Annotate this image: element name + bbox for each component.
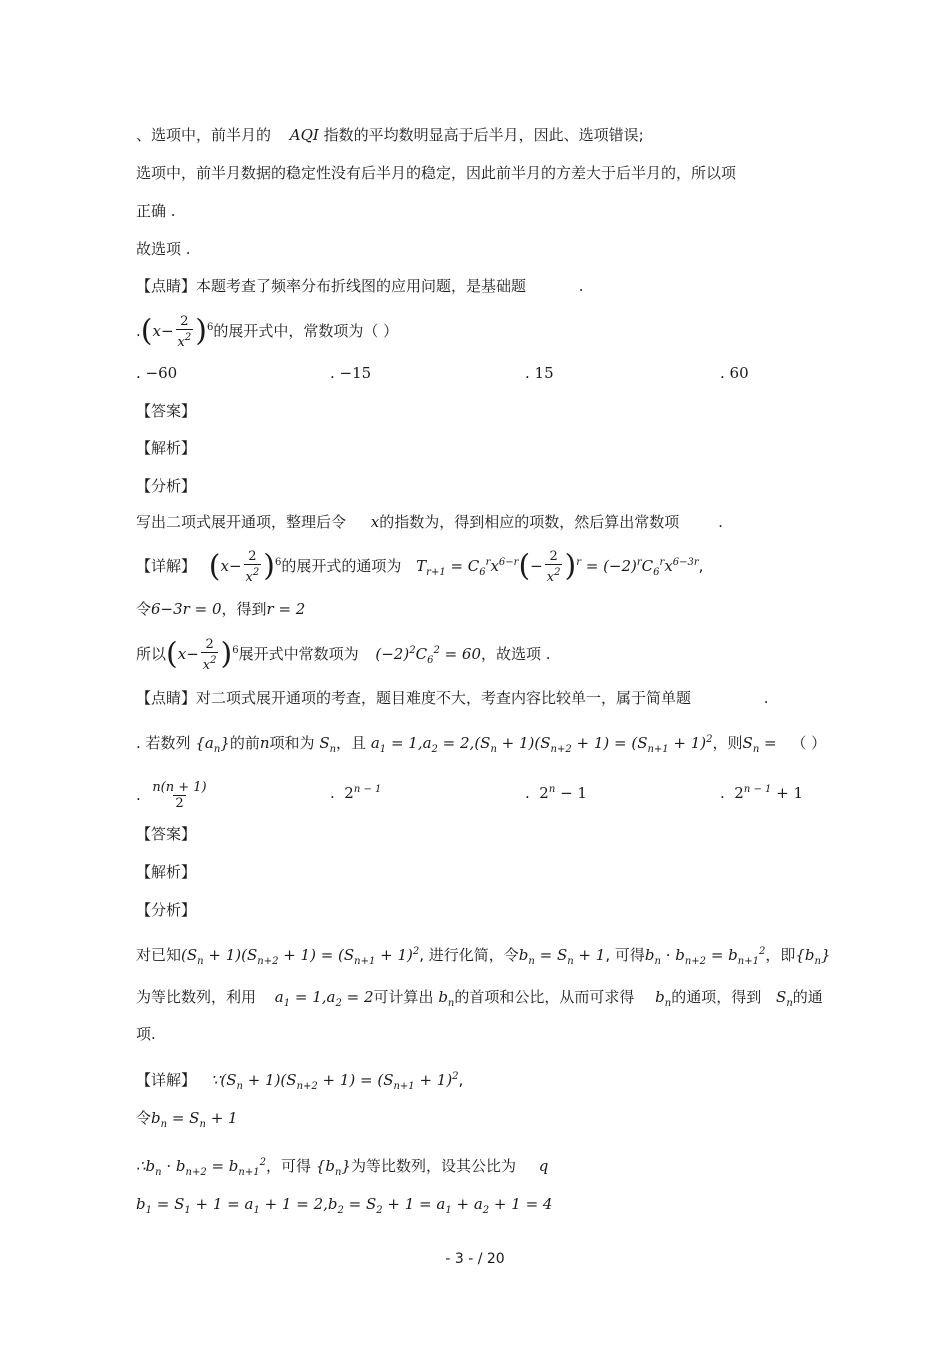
text-line-1 — [136, 125, 644, 145]
exponent: 6 — [206, 322, 214, 333]
left-paren: ( — [518, 548, 531, 584]
equation: $b_n = S_n + 1$ — [518, 946, 606, 967]
aqi-label: AQI — [289, 126, 319, 144]
option-b[interactable]: . −15 — [330, 364, 372, 382]
answer-heading-2: 【答案】 — [136, 825, 197, 843]
equation: r = 2 — [266, 600, 306, 618]
question-2-options — [136, 770, 816, 810]
text-segment: 为等比数列，设其公比为 — [350, 1157, 516, 1175]
left-paren: ( — [140, 313, 153, 349]
text-line-3: 正确 . — [136, 202, 176, 220]
detail-label: 【详解】 — [136, 557, 197, 575]
fenxi-text-2-line-2 — [136, 987, 823, 1014]
text-segment: ，且 — [336, 734, 367, 752]
sequence-bn: $\{b_n\}$ — [795, 946, 831, 967]
fraction: $\frac{2}{x^2}$ — [245, 548, 260, 585]
math-x: x− — [152, 322, 174, 340]
ling-line-1 — [136, 599, 305, 619]
right-paren: ) — [564, 548, 577, 584]
exponent: r — [576, 557, 581, 568]
math-sn: $S_n$ — [319, 734, 337, 755]
left-paren: ( — [208, 548, 221, 584]
math-x: x− — [220, 557, 242, 575]
analysis-heading-2: 【解析】 — [136, 863, 197, 881]
xiangjie-1: 【详解】 (x− $\frac{2}{x^2}$ )$^6$的展开式的通项为 $T_{r+1} = C_6^rx^{6-r}(-$ $\frac{2}{x^2}$ )$^r = (-2)^rC_6^rx^{6-3r}$, — [136, 548, 704, 585]
right-paren: ) — [220, 636, 233, 672]
right-paren: ) — [263, 548, 275, 584]
right-paren: ) — [195, 313, 207, 349]
equation: $a_1 = 1,a_2 = 2$ — [274, 988, 374, 1009]
question-1-options — [136, 363, 776, 383]
question-2 — [136, 730, 826, 760]
therefore-line — [136, 1153, 548, 1183]
fraction: $\frac{2}{x^2}$ — [546, 548, 561, 585]
math-q: q — [538, 1157, 549, 1175]
equation: $(S_n + 1)(S_{n+2} + 1) = (S_{n+1} + 1)^2$ — [181, 946, 420, 967]
text-segment: 项和为 — [269, 734, 315, 752]
analysis-heading-1: 【解析】 — [136, 439, 197, 457]
ling-line-2 — [136, 1108, 238, 1135]
equation: 6−3r = 0 — [151, 600, 222, 618]
equation: $b_n = S_n + 1$ — [151, 1109, 238, 1130]
text-segment: 展开式中常数项为 — [238, 645, 359, 663]
option-a[interactable]: . −60 — [136, 364, 178, 382]
text-segment: 的通项，得到 — [671, 988, 762, 1006]
question-1 — [136, 313, 398, 350]
text-segment: 为等比数列，利用 — [136, 988, 257, 1006]
math-x: x− — [177, 645, 199, 663]
text-line-4: 故选项 . — [136, 240, 191, 258]
exponent: 6 — [274, 557, 282, 568]
text-segment: 所以 — [136, 645, 167, 663]
exponent: 6 — [232, 645, 239, 656]
text-segment: 指数的平均数明显高于后半月，因此、选项错误; — [323, 126, 644, 144]
question-number: . — [136, 322, 141, 340]
sequence-an: $\{a_n\}$ — [195, 734, 230, 755]
text-segment: ，即 — [765, 946, 796, 964]
text-segment: （ ） — [791, 734, 827, 752]
question-text: 的展开式中，常数项为（ ） — [213, 322, 399, 340]
fraction: $\frac{2}{x^2}$ — [202, 636, 217, 673]
math-sn: $S_n$ — [776, 988, 793, 1009]
text-segment: 的前 — [229, 734, 260, 752]
text-segment: 写出二项式展开通项，整理后令 — [136, 513, 347, 531]
fenxi-text-1 — [136, 512, 723, 532]
text-line-2: 选项中，前半月数据的稳定性没有后半月的稳定，因此前半月的方差大于后半月的，所以项 — [136, 164, 737, 182]
text-segment: 的首项和公比，从而可求得 — [454, 988, 635, 1006]
xiangjie-2: 【详解】 $\because(S_n + 1)(S_{n+2} + 1) = (S_{n+1} + 1)^2$, — [136, 1071, 464, 1092]
text-segment: 的指数为，得到相应的项数，然后算出常数项 — [379, 513, 680, 531]
text-segment: 【点睛】本题考查了频率分布折线图的应用问题，是基础题 — [136, 277, 527, 295]
text-segment: 的展开式的通项为 — [281, 557, 402, 575]
text-segment: 可计算出 — [373, 988, 434, 1006]
math-n: n — [259, 734, 270, 752]
text-segment: 对已知 — [136, 946, 182, 964]
math-bn: $b_n$ — [438, 988, 455, 1009]
equation: $b_1 = S_1 + 1 = a_1 + 1 = 2,b_2 = S_2 + 1 = a_1 + a_2 + 1 = 4$ — [136, 1195, 553, 1216]
text-segment: ，则 — [712, 734, 743, 752]
text-segment: 令 — [136, 600, 152, 618]
text-segment: , 进行化简，令 — [419, 946, 519, 964]
math-bn: $b_n$ — [655, 988, 672, 1009]
answer-heading-1: 【答案】 — [136, 402, 197, 420]
general-term-formula: $T_{r+1} = C_6^rx^{6-r}$ — [416, 557, 519, 578]
formula-result: = $(-2)^rC_6^rx^{6-3r}$ — [580, 557, 699, 578]
equation: $b_n \cdot b_{n+2} = b_{n+1}^2$ — [644, 946, 766, 967]
text-segment: . — [578, 277, 584, 295]
fenxi-text-2-line-1 — [136, 942, 831, 972]
text-segment: 【点睛】对二项式展开通项的考查，题目难度不大，考查内容比较单一，属于简单题 — [136, 689, 692, 707]
b-values-line — [136, 1194, 552, 1221]
option-a[interactable]: . $\frac{n(n + 1)}{2}$ — [136, 780, 207, 811]
text-segment: . — [718, 513, 723, 531]
minus: − — [530, 557, 543, 575]
option-c[interactable]: . 15 — [525, 364, 554, 382]
text-segment: ，可得 — [265, 1157, 311, 1175]
sequence-bn: $\{b_n\}$ — [315, 1157, 351, 1178]
page-number: - 3 - / 20 — [445, 1251, 505, 1267]
text-segment: 的通 — [792, 988, 823, 1006]
text-segment: 、选项中，前半月的 — [136, 126, 272, 144]
left-paren: ( — [166, 636, 178, 672]
math-x: x — [370, 513, 380, 531]
text-segment: . — [763, 689, 769, 707]
fenxi-heading-2: 【分析】 — [136, 901, 197, 919]
option-b[interactable]: . $2^{n - 1}$ — [330, 784, 382, 802]
text-segment: ，故选项 . — [481, 645, 551, 663]
text-segment: , 可得 — [605, 946, 645, 964]
math-sn: $S_n$ = — [742, 734, 777, 755]
detail-label: 【详解】 — [136, 1071, 197, 1089]
fenxi-text-2-line-3: 项. — [136, 1025, 156, 1043]
condition: $a_1 = 1,a_2 = 2,(S_n + 1)(S_{n+2} + 1) = (S_{n+1} + 1)^2$ — [370, 734, 713, 755]
equation: $\therefore b_n \cdot b_{n+2} = b_{n+1}^2$ — [136, 1157, 266, 1178]
fenxi-heading-1: 【分析】 — [136, 477, 197, 495]
constant-term: $(-2)^2C_6^2 = 60$ — [375, 645, 482, 666]
dianjing-2 — [136, 688, 769, 708]
option-d[interactable]: . 60 — [720, 364, 749, 382]
option-c[interactable]: . $2^n - 1$ — [525, 784, 587, 802]
equation: $\because(S_n + 1)(S_{n+2} + 1) = (S_{n+1} + 1)^2$ — [210, 1071, 459, 1092]
text-segment: 令 — [136, 1109, 152, 1127]
text-segment: ，得到 — [221, 600, 267, 618]
suoyi-line — [136, 636, 551, 676]
question-number: . 若数列 — [136, 734, 191, 752]
fraction: $\frac{2}{x^2}$ — [177, 313, 192, 350]
option-d[interactable]: . $2^{n - 1} + 1$ — [720, 784, 804, 802]
dianjing-1 — [136, 276, 584, 296]
